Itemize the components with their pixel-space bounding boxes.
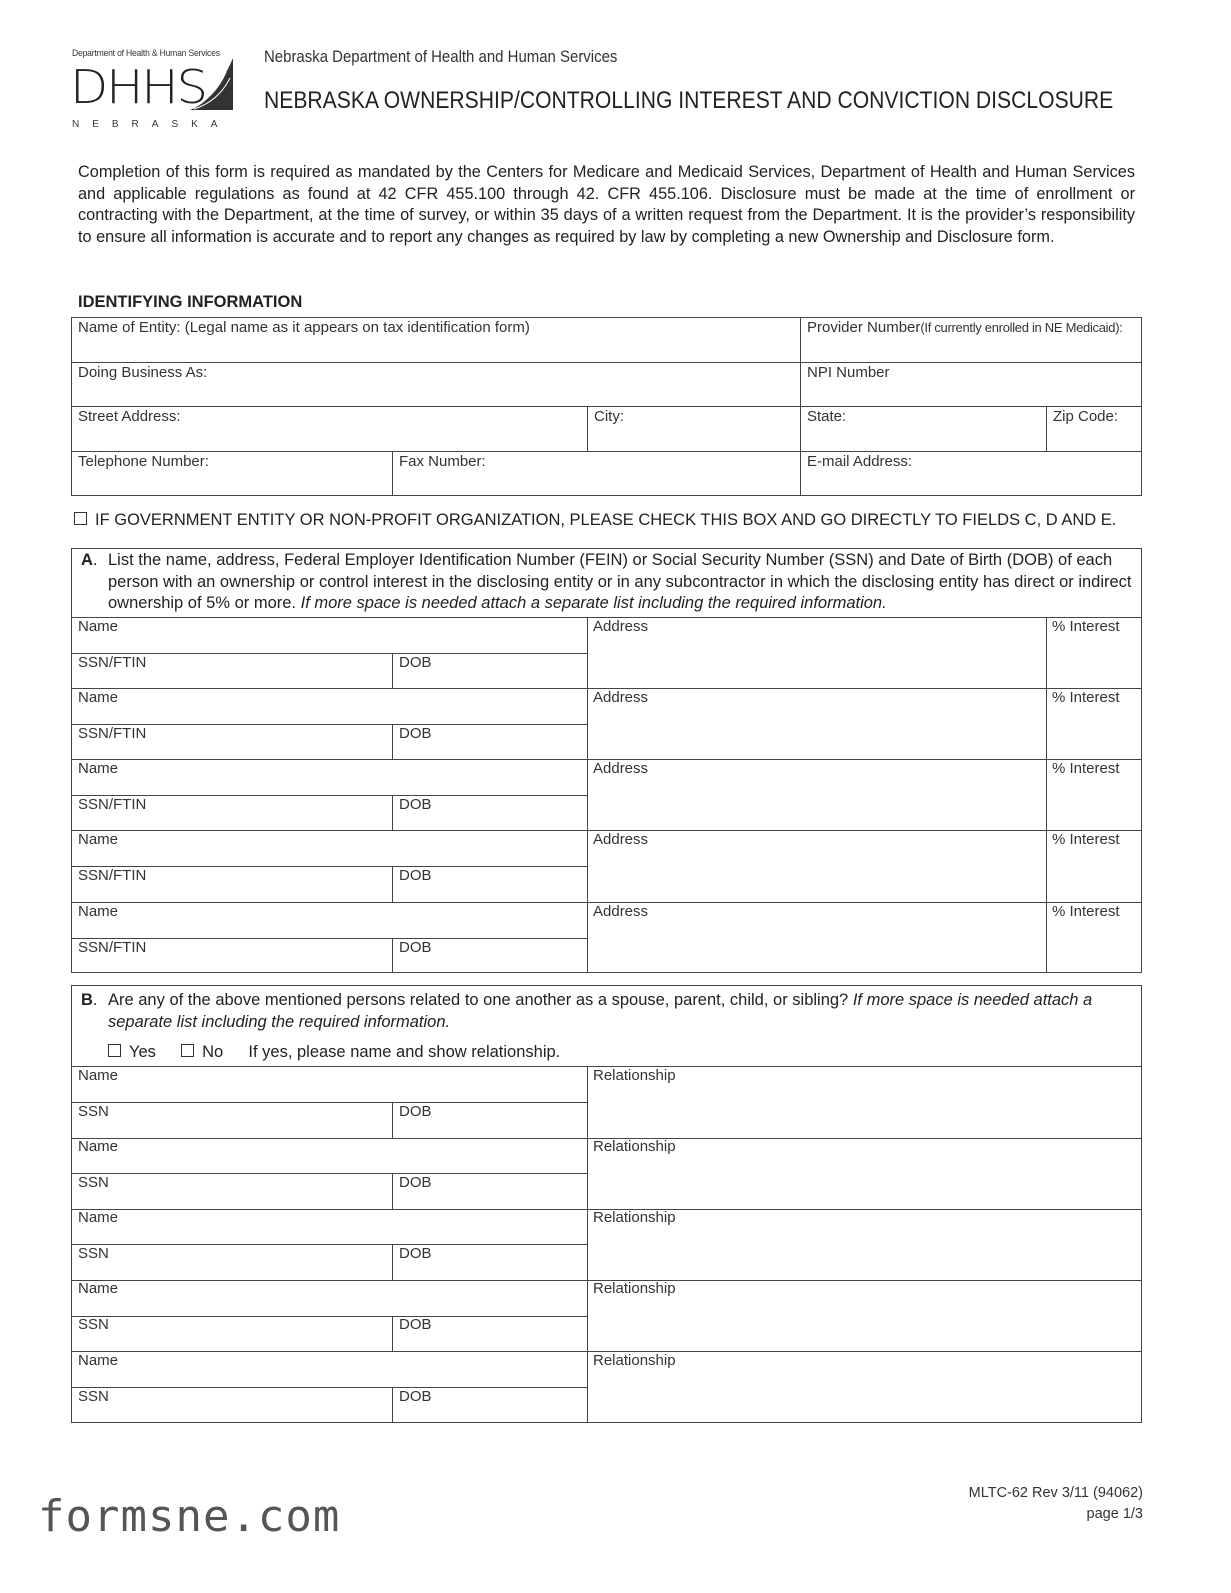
street-address-field[interactable]: Street Address: (78, 408, 181, 425)
form-id: MLTC-62 Rev 3/11 (94062) (968, 1485, 1143, 1501)
gov-entity-checkbox-row (74, 511, 1116, 530)
state-field[interactable]: State: (807, 408, 847, 425)
city-field[interactable]: City: (594, 408, 624, 425)
owner-ssn-field[interactable]: SSN/FTIN (78, 867, 147, 884)
owner-dob-field[interactable]: DOB (399, 867, 432, 884)
owner-address-field[interactable]: Address (593, 760, 649, 777)
if-yes-label: If yes, please name and show relationship. (248, 1043, 561, 1061)
provider-number-field[interactable]: Provider Number(If currently enrolled in NE Medicaid): (807, 319, 1123, 336)
gov-entity-label: IF GOVERNMENT ENTITY OR NON-PROFIT ORGANIZATION, PLEASE CHECK THIS BOX AND GO DIRECTLY TO FIELDS C, D AND E. (95, 511, 1117, 529)
owner-address-field[interactable]: Address (593, 618, 649, 635)
identifying-title: IDENTIFYING INFORMATION (78, 293, 303, 311)
relative-name-field[interactable]: Name (78, 1067, 119, 1084)
owner-address-field[interactable]: Address (593, 903, 649, 920)
dba-field[interactable]: Doing Business As: (78, 364, 208, 381)
owner-ssn-field[interactable]: SSN/FTIN (78, 725, 147, 742)
owner-ssn-field[interactable]: SSN/FTIN (78, 796, 147, 813)
section-b-table (71, 985, 1142, 1423)
yes-label: Yes (129, 1043, 156, 1061)
section-b-letter: B. (81, 991, 98, 1009)
owner-address-field[interactable]: Address (593, 689, 649, 706)
relative-name-field[interactable]: Name (78, 1280, 119, 1297)
page-title: NEBRASKA OWNERSHIP/CONTROLLING INTEREST AND CONVICTION DISCLOSURE (264, 87, 1114, 114)
relative-dob-field[interactable]: DOB (399, 1103, 432, 1120)
dhhs-swoosh-icon (186, 58, 236, 116)
no-checkbox[interactable] (181, 1044, 194, 1057)
npi-field[interactable]: NPI Number (807, 364, 890, 381)
watermark: formsne.com (38, 1491, 341, 1542)
owner-dob-field[interactable]: DOB (399, 654, 432, 671)
dhhs-logo: DHHS (70, 60, 206, 114)
relationship-field[interactable]: Relationship (593, 1280, 676, 1297)
entity-name-field[interactable]: Name of Entity: (Legal name as it appears on tax identification form) (78, 319, 530, 336)
owner-ssn-field[interactable]: SSN/FTIN (78, 654, 147, 671)
header-department: Nebraska Department of Health and Human Services (264, 47, 618, 66)
relationship-field[interactable]: Relationship (593, 1138, 676, 1155)
relationship-field[interactable]: Relationship (593, 1067, 676, 1084)
owner-interest-field[interactable]: % Interest (1052, 760, 1120, 777)
gov-entity-checkbox[interactable] (74, 512, 87, 525)
identifying-table (71, 317, 1142, 496)
logo-department-text: Department of Health & Human Services (72, 48, 220, 59)
owner-interest-field[interactable]: % Interest (1052, 903, 1120, 920)
relation-question-row (108, 1042, 560, 1064)
section-a-text: List the name, address, Federal Employer Identification Number (FEIN) or Social Security Number (SSN) and Date of Birth (DOB) of each person with an ownership or control interest in the disclosing entity or in any subcontractor in which the disclosing entity has direct or indirect ownership of 5% or more. If more space is needed attach a separate list including the required information. (108, 551, 1132, 612)
owner-address-field[interactable]: Address (593, 831, 649, 848)
owner-interest-field[interactable]: % Interest (1052, 689, 1120, 706)
logo-nebraska: NEBRASKA (72, 119, 231, 130)
no-label: No (202, 1043, 224, 1061)
relative-dob-field[interactable]: DOB (399, 1174, 432, 1191)
relationship-field[interactable]: Relationship (593, 1209, 676, 1226)
relative-dob-field[interactable]: DOB (399, 1316, 432, 1333)
email-field[interactable]: E-mail Address: (807, 453, 913, 470)
section-a-letter: A. (81, 551, 98, 569)
yes-checkbox[interactable] (108, 1044, 121, 1057)
owner-dob-field[interactable]: DOB (399, 725, 432, 742)
owner-dob-field[interactable]: DOB (399, 796, 432, 813)
owner-name-field[interactable]: Name (78, 760, 119, 777)
relative-ssn-field[interactable]: SSN (78, 1245, 109, 1262)
relative-dob-field[interactable]: DOB (399, 1245, 432, 1262)
section-b-text: Are any of the above mentioned persons related to one another as a spouse, parent, child, or sibling? If more space is needed attach a separate list including the required information. (108, 991, 1093, 1031)
relative-ssn-field[interactable]: SSN (78, 1388, 109, 1405)
fax-field[interactable]: Fax Number: (399, 453, 486, 470)
page-number: page 1/3 (1086, 1506, 1143, 1522)
owner-name-field[interactable]: Name (78, 618, 119, 635)
owner-name-field[interactable]: Name (78, 689, 119, 706)
relative-name-field[interactable]: Name (78, 1352, 119, 1369)
relationship-field[interactable]: Relationship (593, 1352, 676, 1369)
owner-name-field[interactable]: Name (78, 831, 119, 848)
relative-name-field[interactable]: Name (78, 1138, 119, 1155)
zip-field[interactable]: Zip Code: (1053, 408, 1119, 425)
relative-name-field[interactable]: Name (78, 1209, 119, 1226)
owner-dob-field[interactable]: DOB (399, 939, 432, 956)
owner-ssn-field[interactable]: SSN/FTIN (78, 939, 147, 956)
section-a-table (71, 548, 1142, 973)
owner-interest-field[interactable]: % Interest (1052, 831, 1120, 848)
form-footer (969, 1483, 1143, 1525)
owner-name-field[interactable]: Name (78, 903, 119, 920)
relative-dob-field[interactable]: DOB (399, 1388, 432, 1405)
relative-ssn-field[interactable]: SSN (78, 1174, 109, 1191)
intro-paragraph: Completion of this form is required as mandated by the Centers for Medicare and Medicaid Services, Department of Health and Human Services and applicable regulations as found at 42 CFR 455.100 through 42. CFR 455.106. Disclosure must be made at the time of enrollment or contracting with the Department, at the time of survey, or within 35 days of a written request from the Department. It is the provider’s responsibility to ensure all information is accurate and to report any changes as required by law by completing a new Ownership and Disclosure form. (78, 163, 1135, 246)
telephone-field[interactable]: Telephone Number: (78, 453, 209, 470)
owner-interest-field[interactable]: % Interest (1052, 618, 1120, 635)
relative-ssn-field[interactable]: SSN (78, 1316, 109, 1333)
relative-ssn-field[interactable]: SSN (78, 1103, 109, 1120)
